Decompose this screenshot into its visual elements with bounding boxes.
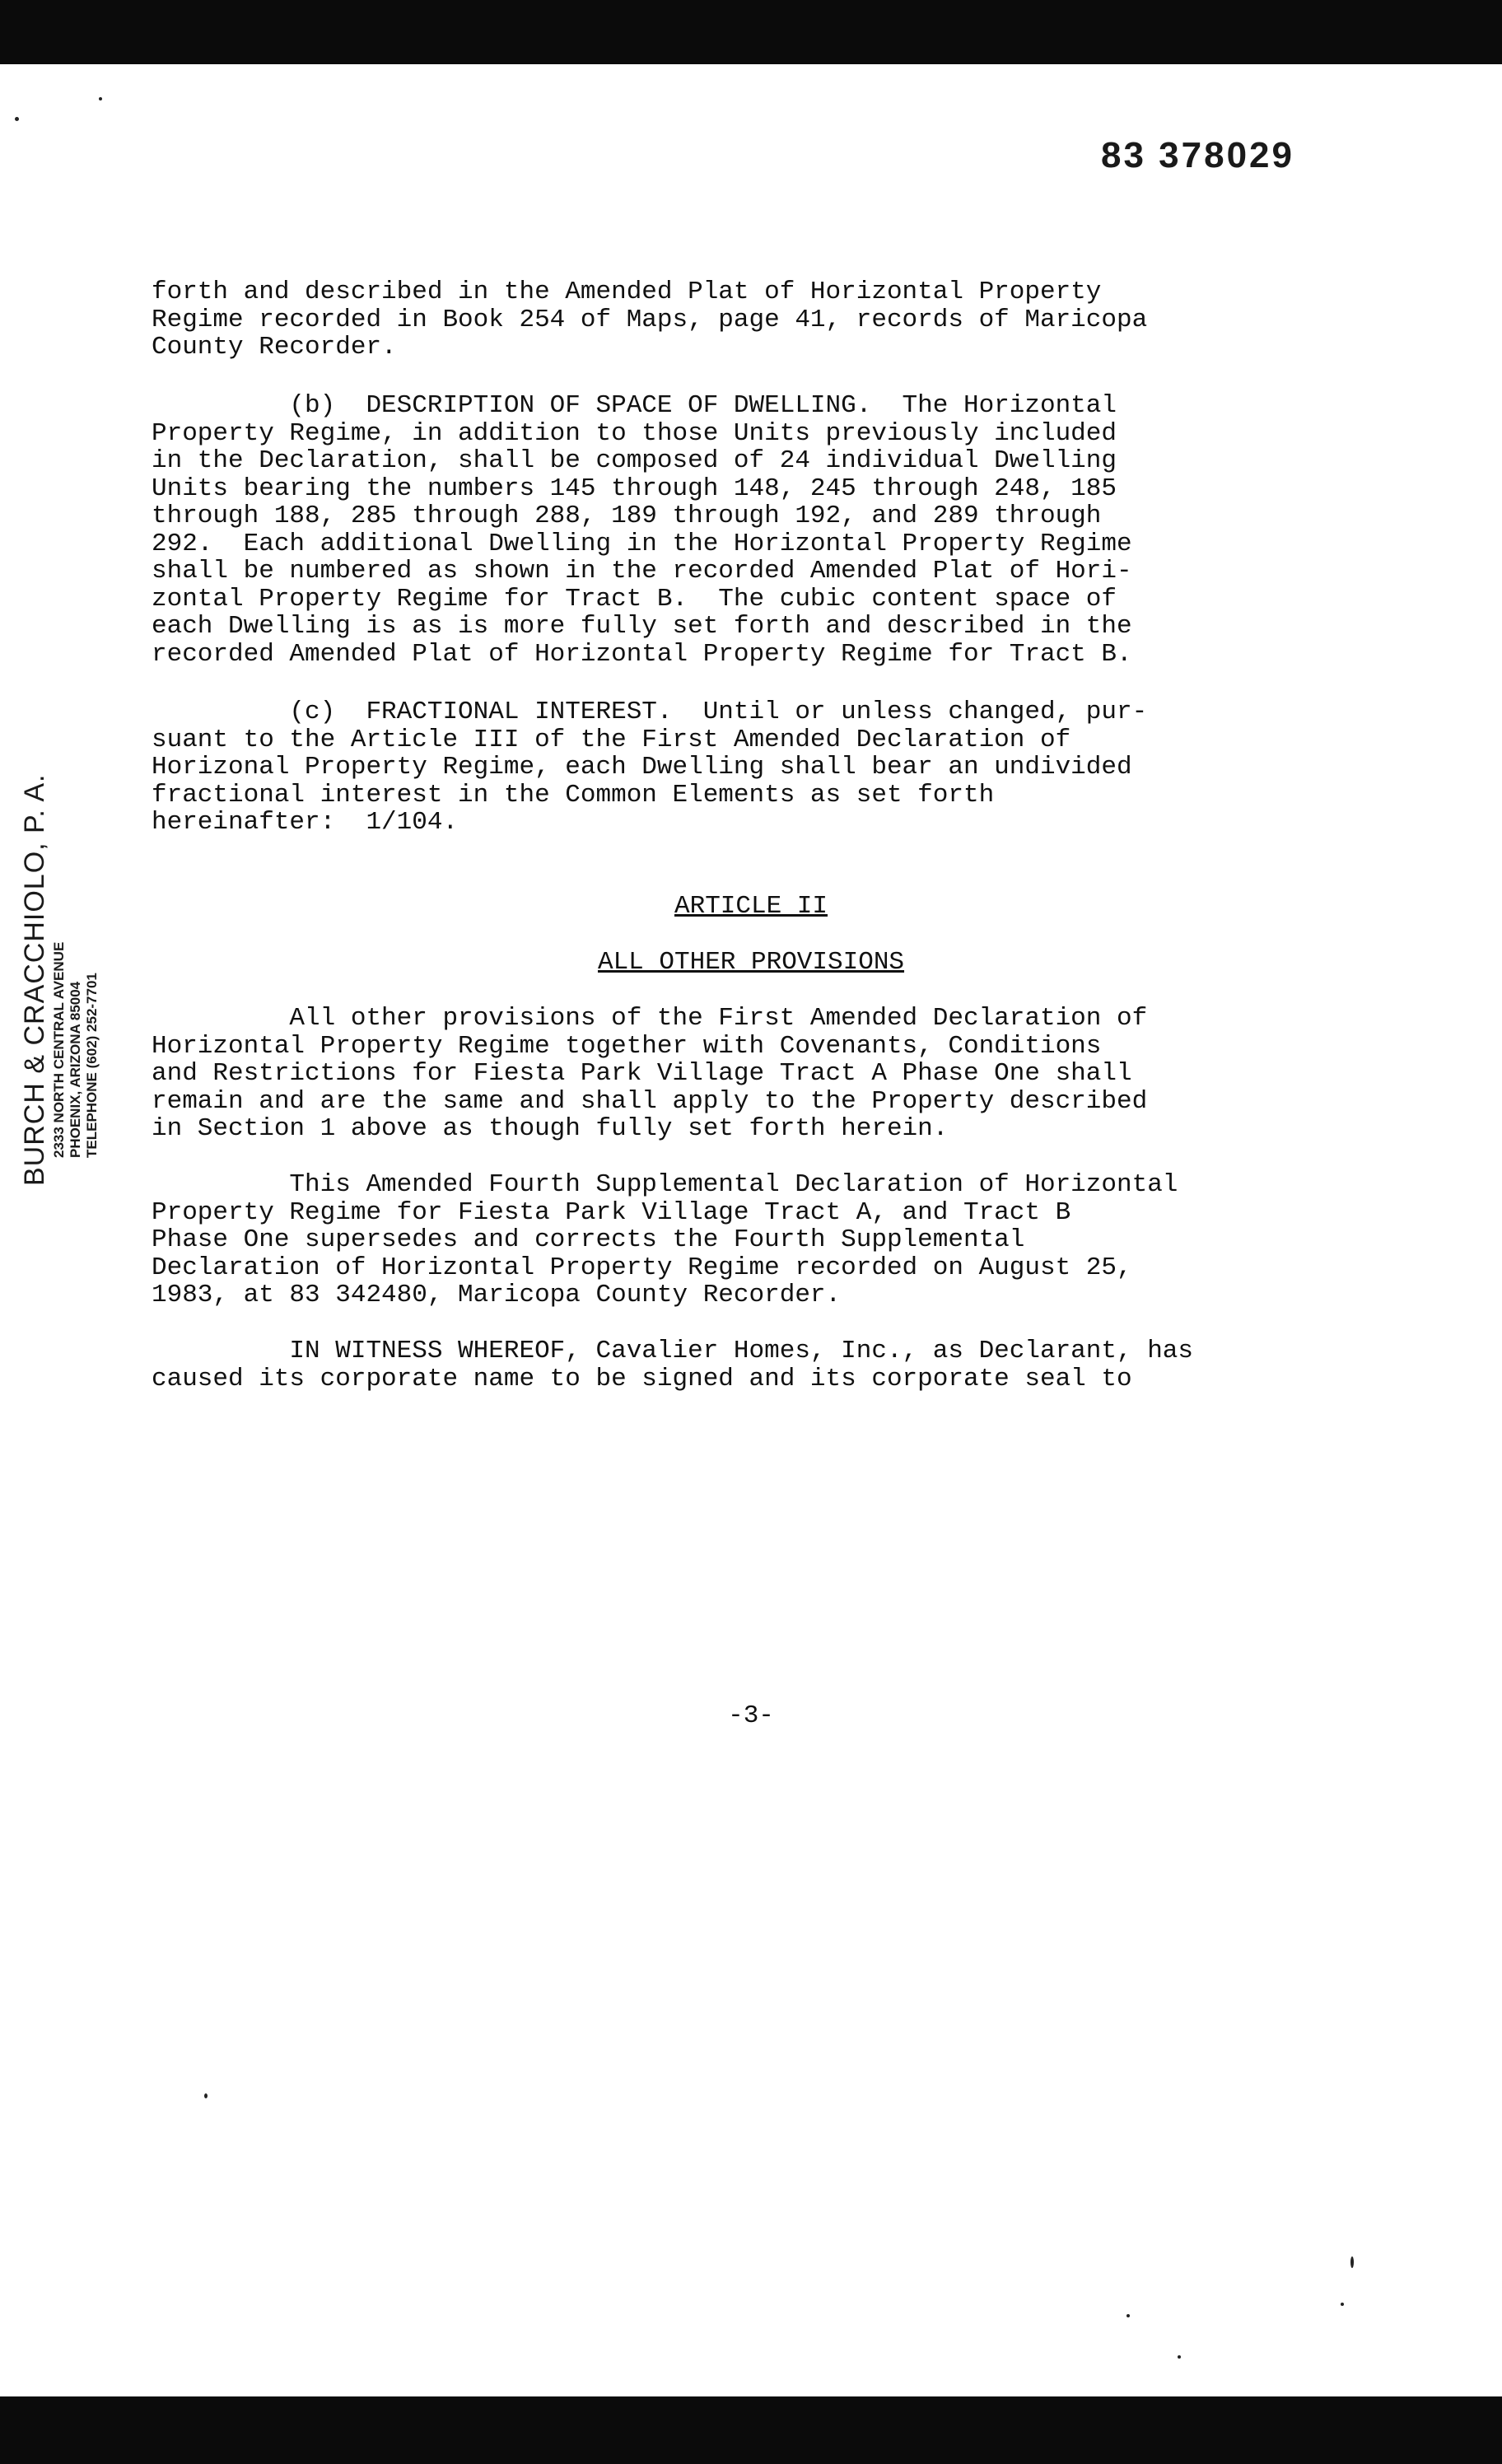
paragraph-a-continuation: forth and described in the Amended Plat of Horizontal Property Regime recorded in Book 254 of Maps, page 41, records of Maricopa County Recorder. xyxy=(152,278,1148,362)
article-heading: ARTICLE II xyxy=(674,892,828,921)
firm-city: PHOENIX, ARIZONA 85004 xyxy=(68,981,83,1158)
paragraph-c-fractional-interest: (c) FRACTIONAL INTEREST. Until or unless changed, pur- suant to the Article III of the First Amended Declaration of Horizonal Property Regime, each Dwelling shall bear an undivided fractional interest in the Common Elements as set forth hereinafter: 1/104. xyxy=(152,698,1148,837)
scan-speck xyxy=(1126,2314,1130,2317)
page-number: -3- xyxy=(728,1701,774,1730)
paragraph-supersedes: This Amended Fourth Supplemental Declaration of Horizontal Property Regime for Fiesta Park Village Tract A, and Tract B Phase One supersedes and corrects the Fourth Supplemental Declaration of Horizontal Property Regime recorded on August 25, 1983, at 83 342480, Maricopa County Recorder. xyxy=(152,1170,1178,1309)
law-firm-stamp xyxy=(18,774,100,1187)
firm-phone: TELEPHONE (602) 252-7701 xyxy=(84,973,100,1158)
paragraph-other-provisions: All other provisions of the First Amended Declaration of Horizontal Property Regime together with Covenants, Conditions and Restrictions for Fiesta Park Village Tract A Phase One shall remain and are the same and shall apply to the Property described in Section 1 above as though fully set forth herein. xyxy=(152,1004,1148,1143)
scan-bottom-border xyxy=(0,2396,1502,2464)
scan-top-border xyxy=(0,0,1502,64)
recording-number: 83 378029 xyxy=(1101,135,1294,175)
scan-speck xyxy=(1178,2355,1181,2359)
firm-address: 2333 NORTH CENTRAL AVENUE xyxy=(51,941,67,1158)
article-title: ALL OTHER PROVISIONS xyxy=(597,948,905,977)
scan-speck xyxy=(204,2093,208,2098)
scan-speck xyxy=(99,97,102,100)
scan-speck xyxy=(1350,2256,1354,2268)
scan-speck xyxy=(1341,2303,1344,2306)
scan-speck xyxy=(15,117,19,121)
firm-name: BURCH & CRACCHIOLO, P. A. xyxy=(19,773,50,1186)
paragraph-b-description-of-space: (b) DESCRIPTION OF SPACE OF DWELLING. The Horizontal Property Regime, in addition to those Units previously included in the Declaration, shall be composed of 24 individual Dwelling Units bearing the numbers 145 through 148, 245 through 248, 185 through 188, 285 through 288, 189 through 192, and 289 through 292. Each additional Dwelling in the Horizontal Property Regime shall be numbered as shown in the recorded Amended Plat of Hori- zontal Property Regime for Tract B. The cubic content space of each Dwelling is as is more fully set forth and described in the recorded Amended Plat of Horizontal Property Regime for Tract B. xyxy=(152,391,1132,669)
paragraph-in-witness: IN WITNESS WHEREOF, Cavalier Homes, Inc., as Declarant, has caused its corporate name to be signed and its corporate seal to xyxy=(152,1337,1194,1393)
